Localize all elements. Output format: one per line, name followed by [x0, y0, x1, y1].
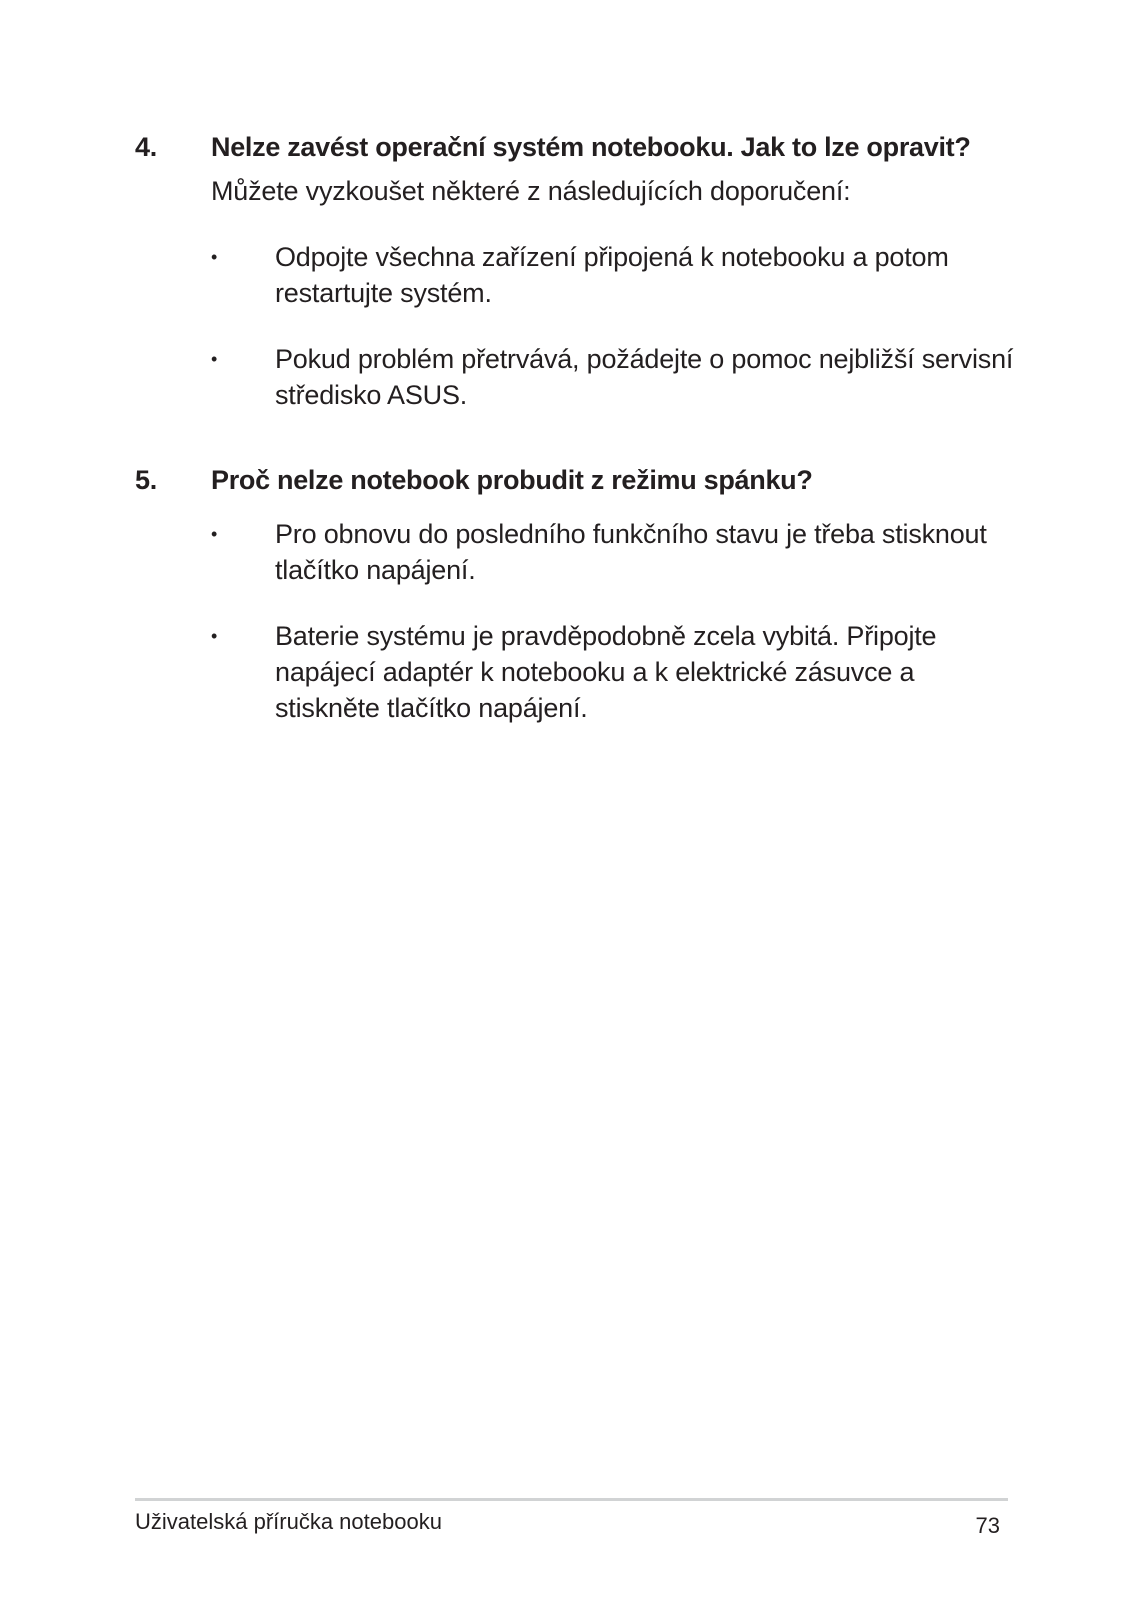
question-title: Proč nelze notebook probudit z režimu spánku? — [211, 465, 813, 495]
footer-title: Uživatelská příručka notebooku — [135, 1509, 442, 1534]
bullet-icon: • — [211, 626, 218, 646]
list-item — [135, 341, 1015, 413]
answer-list — [135, 239, 1015, 413]
footer-divider — [135, 1498, 1008, 1501]
faq-item-4 — [135, 129, 1015, 413]
list-item-text: Pro obnovu do posledního funkčního stavu je třeba stisknout tlačítko napájení. — [275, 519, 987, 585]
bullet-icon: • — [211, 247, 218, 267]
list-item — [135, 516, 1015, 588]
question-heading — [135, 462, 1015, 498]
list-item — [135, 618, 1015, 726]
question-heading — [135, 129, 1015, 165]
answer-list — [135, 516, 1015, 726]
list-item-text: Odpojte všechna zařízení připojená k notebooku a potom restartujte systém. — [275, 242, 949, 308]
bullet-icon: • — [211, 349, 218, 369]
page-number: 73 — [975, 1513, 1000, 1538]
question-number: 5. — [135, 465, 157, 495]
bullet-icon: • — [211, 524, 218, 544]
answer-intro: Můžete vyzkoušet některé z následujících doporučení: — [211, 176, 851, 206]
list-item-text: Pokud problém přetrvává, požádejte o pomoc nejbližší servisní středisko ASUS. — [275, 344, 1014, 410]
question-title: Nelze zavést operační systém notebooku. Jak to lze opravit? — [211, 132, 971, 162]
faq-item-5 — [135, 462, 1015, 726]
list-item — [135, 239, 1015, 311]
list-item-text: Baterie systému je pravděpodobně zcela vybitá. Připojte napájecí adaptér k notebooku a k elektrické zásuvce a stiskněte tlačítko napájení. — [275, 621, 937, 723]
question-number: 4. — [135, 132, 157, 162]
